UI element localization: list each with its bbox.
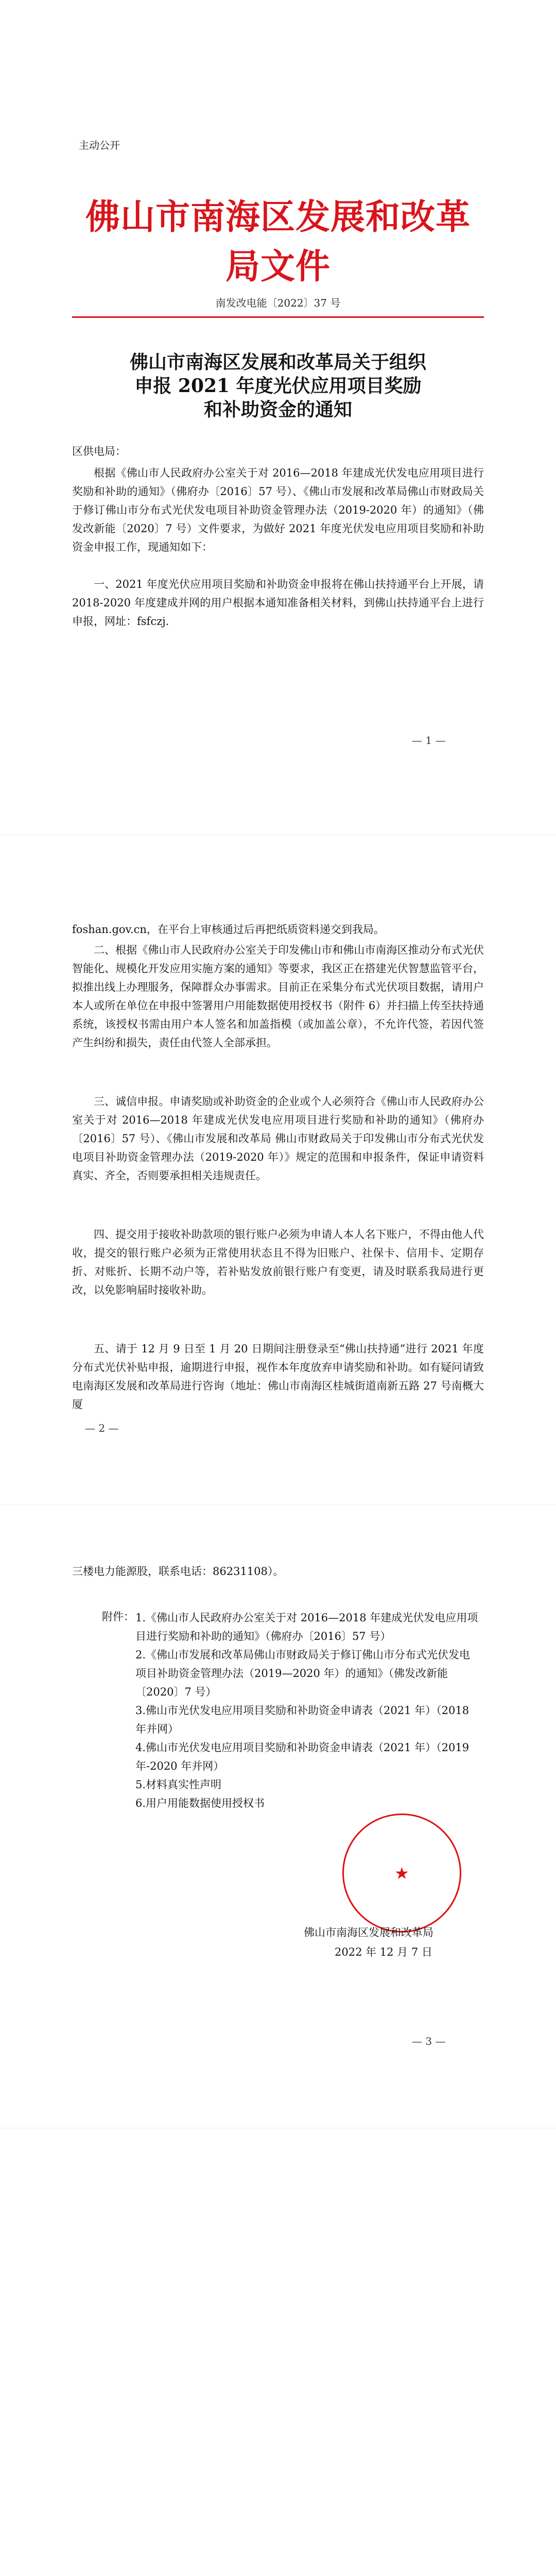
paragraph-item-5: 五、请于 12 月 9 日至 1 月 20 日期间注册登录至“佛山扶持通”进行 2021 年度分布式光伏补贴申报，逾期进行申报，视作本年度放弃申请奖励和补助。如有疑问请致电南海区发展和改革局进行咨询（地址：佛山市南海区桂城街道南新五路 27 号南概大厦 bbox=[72, 1343, 484, 1411]
document-title bbox=[93, 350, 463, 421]
official-seal bbox=[342, 1814, 461, 1933]
attachment-list bbox=[135, 1608, 480, 1812]
attachment-item: 5.材料真实性声明 bbox=[135, 1778, 222, 1791]
page-break bbox=[0, 1504, 556, 1505]
title-line-1: 佛山市南海区发展和改革局关于组织 bbox=[129, 351, 426, 373]
attachment-item: 6.用户用能数据使用授权书 bbox=[135, 1797, 265, 1809]
red-divider-line bbox=[72, 316, 484, 318]
paragraph-item-4: 四、提交用于接收补助款项的银行账户必须为申请人本人名下账户，不得由他人代收，提交的银行账户必须为正常使用状态且不得为旧账户、社保卡、信用卡、定期存折、对账折、长期不动户等，若补贴发放前银行账户有变更，请及时联系我局进行更改，以免影响届时接收补助。 bbox=[72, 1228, 484, 1296]
title-line-2: 申报 2021 年度光伏应用项目奖励 bbox=[134, 375, 422, 397]
seal-star-icon: ★ bbox=[394, 1863, 409, 1883]
paragraph-intro: 根据《佛山市人民政府办公室关于对 2016—2018 年建成光伏发电应用项目进行奖励和补助的通知》（佛府办〔2016〕57 号）、《佛山市发展和改革局佛山市财政局关于修订佛山市分布式光伏发电项目补助资金管理办法（2019-2020 年）的通知》（佛发改新能〔2020〕7 号）文件要求，为做好 2021 年度光伏发电应用项目奖励和补助资金申报工作，现通知如下： bbox=[72, 467, 484, 553]
paragraph-item-3: 三、诚信申报。申请奖励或补助资金的企业或个人必须符合《佛山市人民政府办公室关于对 2016—2018 年建成光伏发电应用项目进行奖励和补助的通知》（佛府办〔2016〕57 号）、《佛山市发展和改革局 佛山市财政局关于印发佛山市分布式光伏发电项目补助资金管理办法（2019-2020 年）》规定的范围和申报条件，保证申请资料真实、齐全，否则要承担相关违规责任。 bbox=[72, 1095, 484, 1182]
page-number: — 1 — bbox=[412, 734, 446, 747]
attachments-label: 附件： bbox=[102, 1611, 134, 1623]
agency-header-title: 佛山市南海区发展和改革局文件 bbox=[85, 196, 471, 286]
attachment-item: 3.佛山市光伏发电应用项目奖励和补助资金申请表（2021 年）（2018 年并网） bbox=[135, 1704, 470, 1735]
page-number: — 2 — bbox=[85, 1422, 119, 1434]
attachment-item: 1.《佛山市人民政府办公室关于对 2016—2018 年建成光伏发电应用项目进行奖励和补助的通知》（佛府办〔2016〕57 号） bbox=[135, 1612, 478, 1642]
paragraph-item-1: 一、2021 年度光伏应用项目奖励和补助资金申报将在佛山扶持通平台上开展，请 2018-2020 年度建成并网的用户根据本通知准备相关材料，到佛山扶持通平台上进行申报，网址：fsfczj. bbox=[72, 578, 484, 628]
attachment-item: 4.佛山市光伏发电应用项目奖励和补助资金申请表（2021 年）（2019 年-2020 年并网） bbox=[135, 1741, 470, 1772]
signature-date: 2022 年 12 月 7 日 bbox=[335, 1946, 432, 1958]
salutation: 区供电局： bbox=[72, 445, 126, 457]
paragraph-item-2: 二、根据《佛山市人民政府办公室关于印发佛山市和佛山市南海区推动分布式光伏智能化、规模化开发应用实施方案的通知》等要求，我区正在搭建光伏智慧监管平台，拟推出线上办理服务，保障群众办事需求。目前正在采集分布式光伏项目数据，请用户本人或所在单位在申报中签署用户用能数据使用授权书（附件 6）并扫描上传至扶持通系统，该授权书需由用户本人签名和加盖指模（或加盖公章），不允许代签，若因代签产生纠纷和损失，责任由代签人全部承担。 bbox=[72, 944, 484, 1049]
paragraph-contact-continuation: 三楼电力能源股，联系电话：86231108）。 bbox=[72, 1565, 284, 1578]
attachment-item: 2.《佛山市发展和改革局佛山市财政局关于修订佛山市分布式光伏发电项目补助资金管理办法（2019—2020 年）的通知》（佛发改新能〔2020〕7 号） bbox=[135, 1649, 471, 1698]
title-line-3: 和补助资金的通知 bbox=[203, 399, 352, 420]
page-number: — 3 — bbox=[412, 2035, 446, 2047]
signature-org: 佛山市南海区发展和改革局 bbox=[304, 1926, 433, 1939]
paragraph-url-continuation: foshan.gov.cn，在平台上审核通过后再把纸质资料递交到我局。 bbox=[72, 923, 385, 936]
document-number: 南发改电能〔2022〕37 号 bbox=[215, 297, 341, 309]
publicity-label: 主动公开 bbox=[79, 139, 120, 151]
